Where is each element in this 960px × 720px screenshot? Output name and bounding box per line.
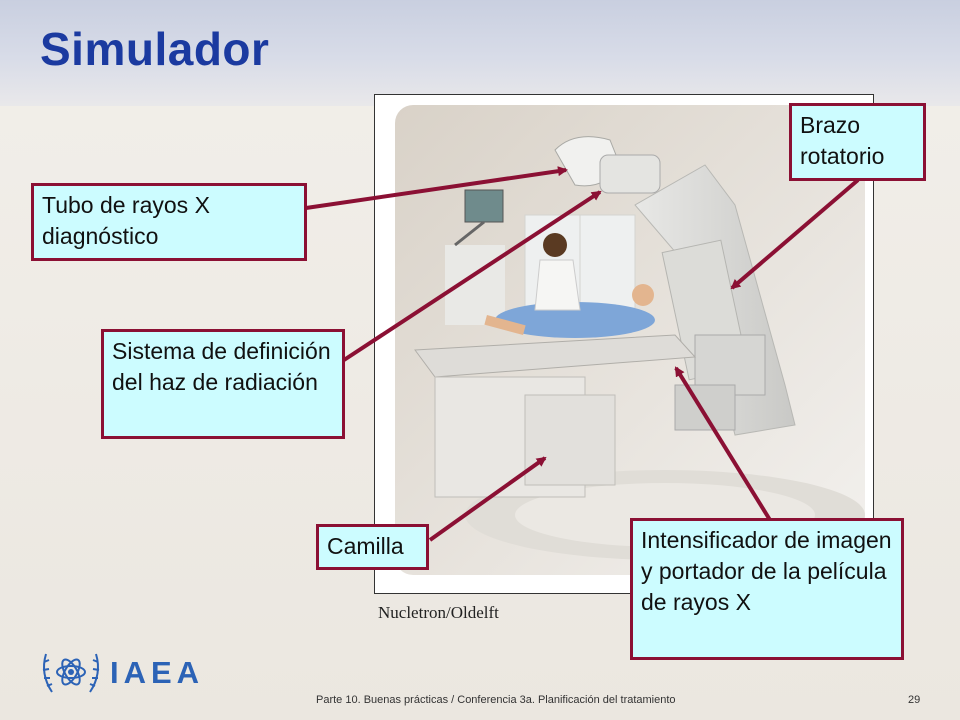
callout-brazo-rotatorio: Brazo rotatorio: [789, 103, 926, 181]
iaea-logo-text: IAEA: [110, 655, 205, 690]
photo-credit: Nucletron/Oldelft: [378, 603, 499, 622]
iaea-logo-icon: [38, 642, 104, 704]
callout-sistema-definicion-haz: Sistema de definición del haz de radiación: [101, 329, 345, 439]
footer-text: Parte 10. Buenas prácticas / Conferencia 3a. Planificación del tratamiento: [316, 694, 676, 706]
callout-intensificador: Intensificador de imagen y portador de la película de rayos X: [630, 518, 904, 660]
callout-tubo-rayos-x: Tubo de rayos X diagnóstico: [31, 183, 307, 261]
page-number: 29: [908, 694, 921, 706]
callout-camilla: Camilla: [316, 524, 429, 570]
slide-title: Simulador: [40, 23, 270, 75]
